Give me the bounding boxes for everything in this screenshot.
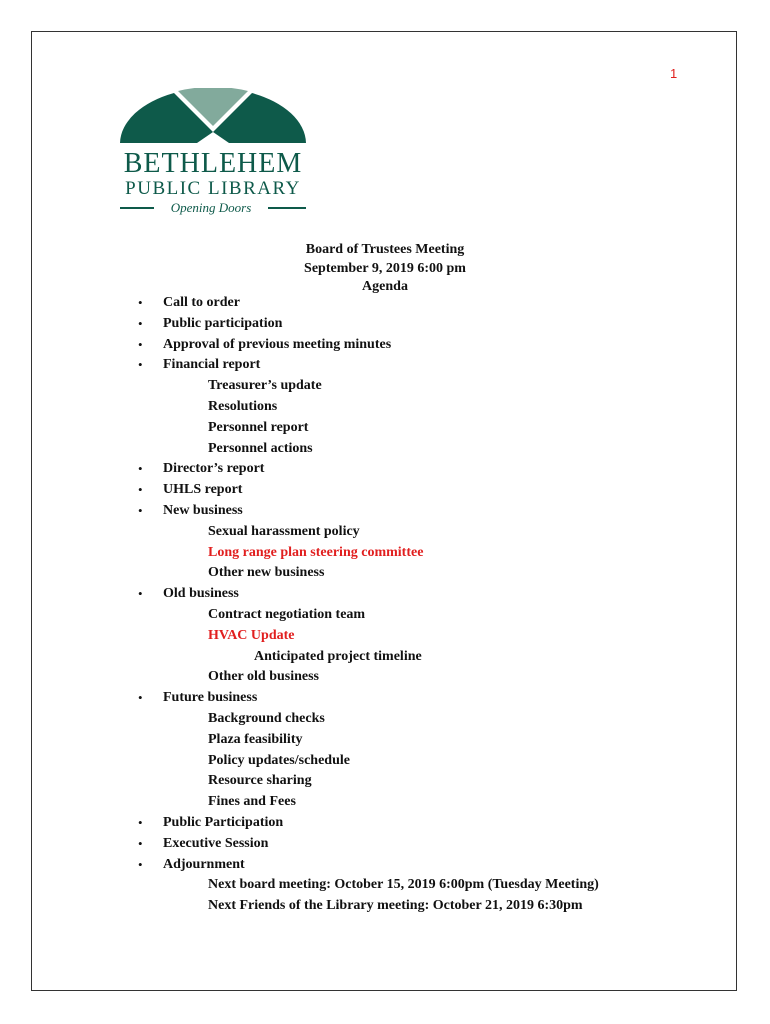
- agenda-subitem: Anticipated project timeline: [254, 649, 422, 664]
- agenda-item: Director’s report: [163, 461, 265, 476]
- agenda-subitem: Resolutions: [208, 399, 278, 414]
- agenda-item: Public Participation: [163, 815, 284, 830]
- bullet-icon: •: [138, 690, 143, 705]
- bullet-icon: •: [138, 357, 143, 372]
- agenda-item: Public participation: [163, 316, 283, 331]
- agenda-subitem: Fines and Fees: [208, 794, 296, 809]
- bullet-icon: •: [138, 503, 143, 518]
- agenda-subitem: Next Friends of the Library meeting: October 21, 2019 6:30pm: [208, 898, 583, 913]
- bullet-icon: •: [138, 815, 143, 830]
- agenda-subitem: Other new business: [208, 565, 325, 580]
- logo-name-line1: BETHLEHEM: [123, 148, 303, 179]
- agenda-subitem: Contract negotiation team: [208, 607, 366, 622]
- bullet-icon: •: [138, 316, 143, 331]
- logo-name-line2: PUBLIC LIBRARY: [125, 178, 301, 199]
- agenda-item: Financial report: [163, 357, 261, 372]
- agenda-subitem: Sexual harassment policy: [208, 524, 360, 539]
- agenda-item: Future business: [163, 690, 258, 705]
- agenda-item: Old business: [163, 586, 239, 601]
- agenda-subitem: Other old business: [208, 669, 319, 684]
- page-number: 1: [670, 66, 678, 81]
- agenda-subitem: Plaza feasibility: [208, 732, 303, 747]
- agenda-subitem: HVAC Update: [208, 628, 295, 643]
- bullet-icon: •: [138, 295, 143, 310]
- agenda-item: Call to order: [163, 295, 240, 310]
- bullet-icon: •: [138, 586, 143, 601]
- agenda-item: Executive Session: [163, 836, 269, 851]
- bullet-icon: •: [138, 836, 143, 851]
- agenda-subitem: Next board meeting: October 15, 2019 6:00pm (Tuesday Meeting): [208, 877, 599, 892]
- agenda-subitem: Treasurer’s update: [208, 378, 322, 393]
- agenda-item: UHLS report: [163, 482, 243, 497]
- agenda-item: Adjournment: [163, 857, 245, 872]
- agenda-subitem: Long range plan steering committee: [208, 545, 424, 560]
- bullet-icon: •: [138, 461, 143, 476]
- meeting-title: Board of Trustees Meeting: [305, 242, 465, 257]
- agenda-subitem: Policy updates/schedule: [208, 753, 350, 768]
- logo-tagline: Opening Doors: [170, 200, 252, 215]
- bullet-icon: •: [138, 337, 143, 352]
- agenda-subitem: Personnel actions: [208, 441, 313, 456]
- bullet-icon: •: [138, 857, 143, 872]
- agenda-item: Approval of previous meeting minutes: [163, 337, 392, 352]
- agenda-heading: Agenda: [362, 279, 408, 294]
- agenda-item: New business: [163, 503, 243, 518]
- bullet-icon: •: [138, 482, 143, 497]
- agenda-subitem: Resource sharing: [208, 773, 312, 788]
- agenda-subitem: Background checks: [208, 711, 325, 726]
- meeting-date: September 9, 2019 6:00 pm: [304, 260, 466, 276]
- agenda-subitem: Personnel report: [208, 420, 309, 435]
